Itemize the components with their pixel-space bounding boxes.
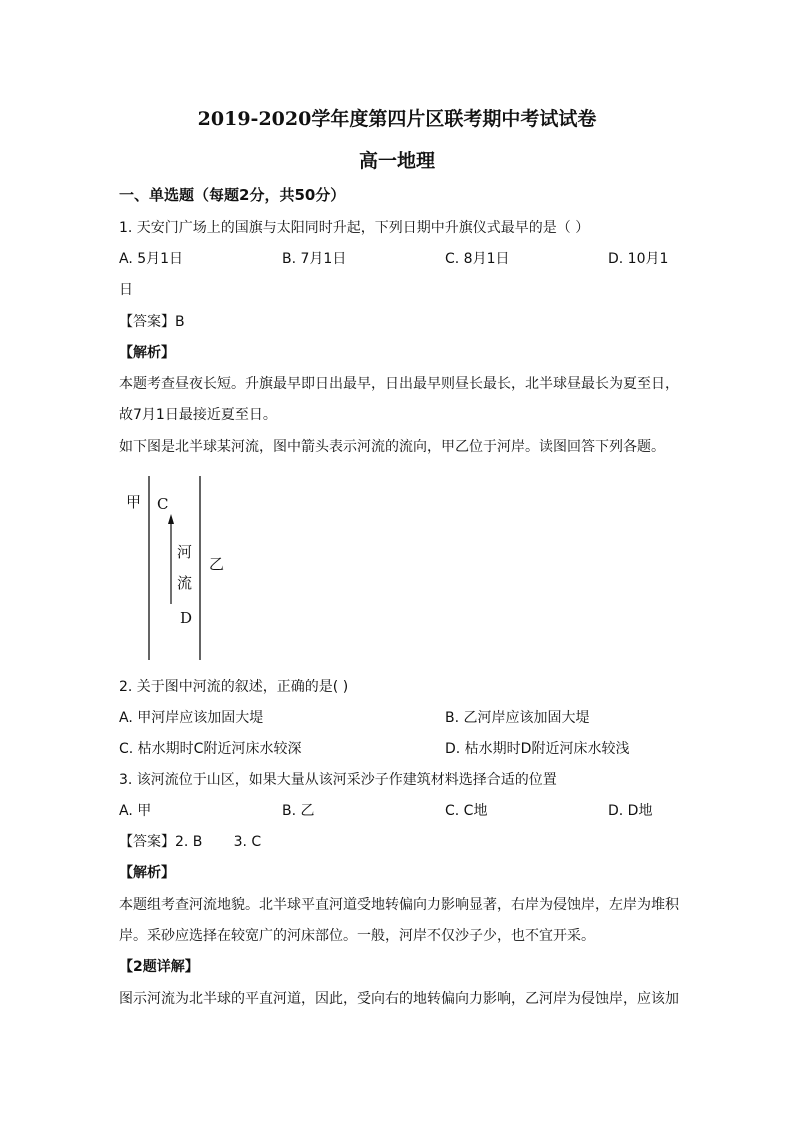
left-bank-label: 甲 [126,493,142,511]
point-c-label: C [157,495,169,513]
q2-q3-analysis-label: 【解析】 [119,865,175,881]
q3-stem: 3. 该河流位于山区，如果大量从该河采沙子作建筑材料选择合适的位置 [119,772,557,788]
flow-arrow-head [168,514,174,524]
q2-q3-analysis-line2: 岸。采砂应选择在较宽广的河床部位。一般，河岸不仅沙子少，也不宜开采。 [119,928,595,944]
q1-option-b: B. 7月1日 [282,251,347,267]
q2-stem: 2. 关于图中河流的叙述，正确的是( ) [119,679,349,695]
q2-detail-label: 【2题详解】 [119,959,199,975]
q1-option-c: C. 8月1日 [445,251,510,267]
q2-q3-analysis-line1: 本题组考查河流地貌。北半球平直河道受地转偏向力影响显著，右岸为侵蚀岸，左岸为堆积 [119,897,679,913]
q2-option-b: B. 乙河岸应该加固大堤 [445,710,590,726]
q2-option-a: A. 甲河岸应该加固大堤 [119,710,264,726]
q1-analysis-line2: 故7月1日最接近夏至日。 [119,407,277,423]
q1-option-d-wrap: 日 [119,282,133,298]
q1-answer: 【答案】B [119,314,185,330]
q3-option-c: C. C地 [445,803,488,819]
point-d-label: D [180,609,193,627]
q2-option-d: D. 枯水期时D附近河床水较浅 [445,741,630,757]
q1-stem: 1. 天安门广场上的国旗与太阳同时升起，下列日期中升旗仪式最早的是（ ） [119,220,590,236]
q1-analysis-line1: 本题考查昼夜长短。升旗最早即日出最早，日出最早则昼长最长，北半球昼最长为夏至日， [119,376,679,392]
q1-option-a: A. 5月1日 [119,251,184,267]
page-subtitle: 高一地理 [358,150,435,172]
q2-option-c: C. 枯水期时C附近河床水较深 [119,741,302,757]
q2-q3-answer: 【答案】2. B 3. C [119,834,262,850]
q3-option-b: B. 乙 [282,803,315,819]
q1-analysis-label: 【解析】 [119,345,175,361]
section-heading: 一、单选题（每题2分，共50分） [119,186,346,204]
right-bank-label: 乙 [209,555,225,573]
page-title: 2019-2020学年度第四片区联考期中考试试卷 [197,108,597,130]
q3-option-a: A. 甲 [119,803,152,819]
river-char-2: 流 [177,574,193,592]
q2-detail-line1: 图示河流为北半球的平直河道，因此，受向右的地转偏向力影响，乙河岸为侵蚀岸，应该加 [119,991,679,1007]
q3-option-d: D. D地 [608,803,653,819]
intro-text: 如下图是北半球某河流，图中箭头表示河流的流向，甲乙位于河岸。读图回答下列各题。 [119,439,665,455]
q1-option-d: D. 10月1 [608,251,669,267]
river-char-1: 河 [177,543,193,561]
